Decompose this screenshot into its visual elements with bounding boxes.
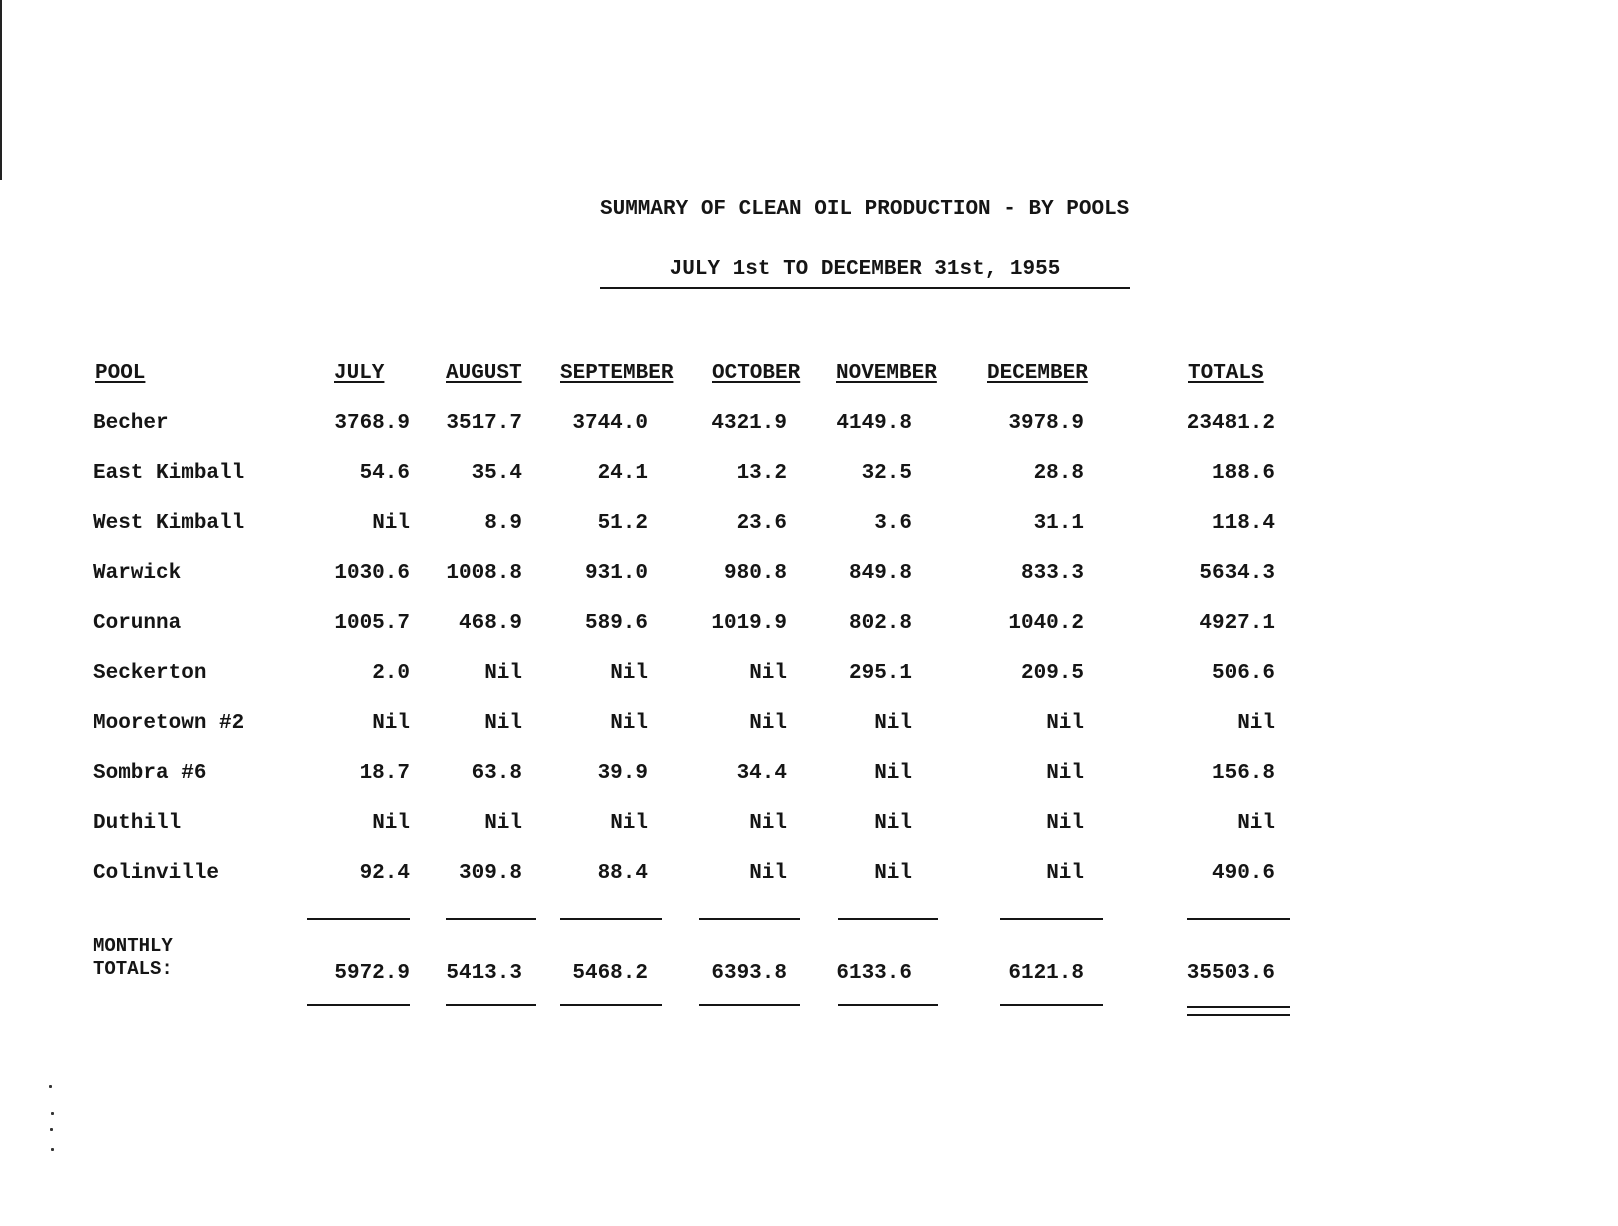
- margin-mark: [51, 1112, 54, 1115]
- pool-name: Duthill: [93, 812, 182, 835]
- table-cell: 39.9: [597, 762, 648, 785]
- table-cell: Nil: [1046, 812, 1084, 835]
- table-cell: Nil: [1237, 712, 1275, 735]
- table-cell: 589.6: [584, 612, 648, 635]
- monthly-total-cell: 5468.2: [572, 962, 648, 985]
- table-cell: 490.6: [1211, 862, 1275, 885]
- page-edge-line: [0, 0, 2, 180]
- table-cell: 5634.3: [1199, 562, 1275, 585]
- total-rule: [560, 1004, 662, 1006]
- table-cell: Nil: [749, 662, 787, 685]
- table-cell: 1005.7: [334, 612, 410, 635]
- table-cell: 849.8: [848, 562, 912, 585]
- table-cell: 8.9: [484, 512, 522, 535]
- table-cell: 1008.8: [446, 562, 522, 585]
- table-cell: 18.7: [359, 762, 410, 785]
- table-cell: 23.6: [736, 512, 787, 535]
- column-header-totals: TOTALS: [1188, 362, 1264, 385]
- column-header-july: JULY: [334, 362, 385, 385]
- subtotal-rule: [838, 918, 938, 920]
- subtotal-rule: [446, 918, 536, 920]
- margin-mark: [51, 1148, 54, 1151]
- table-cell: 3744.0: [572, 412, 648, 435]
- table-cell: 3.6: [874, 512, 912, 535]
- table-cell: 4927.1: [1199, 612, 1275, 635]
- column-header-august: AUGUST: [446, 362, 522, 385]
- table-cell: 31.1: [1033, 512, 1084, 535]
- table-cell: 92.4: [359, 862, 410, 885]
- table-cell: 188.6: [1211, 462, 1275, 485]
- table-cell: 32.5: [861, 462, 912, 485]
- table-cell: Nil: [749, 812, 787, 835]
- table-cell: 1040.2: [1008, 612, 1084, 635]
- table-cell: 3768.9: [334, 412, 410, 435]
- pool-name: Warwick: [93, 562, 182, 585]
- table-cell: Nil: [372, 712, 410, 735]
- subtitle-underline: [600, 287, 1130, 289]
- table-cell: 931.0: [584, 562, 648, 585]
- monthly-total-cell: 6133.6: [836, 962, 912, 985]
- table-cell: 3517.7: [446, 412, 522, 435]
- subtotal-rule: [307, 918, 410, 920]
- monthly-total-cell: 5413.3: [446, 962, 522, 985]
- table-cell: Nil: [610, 712, 648, 735]
- table-cell: 3978.9: [1008, 412, 1084, 435]
- table-cell: 802.8: [848, 612, 912, 635]
- subtotal-rule: [1187, 918, 1290, 920]
- monthly-total-cell: 5972.9: [334, 962, 410, 985]
- table-cell: 54.6: [359, 462, 410, 485]
- table-cell: Nil: [1046, 712, 1084, 735]
- monthly-total-cell: 6393.8: [711, 962, 787, 985]
- table-cell: 156.8: [1211, 762, 1275, 785]
- pool-name: Colinville: [93, 862, 220, 885]
- monthly-totals-label: MONTHLY: [93, 935, 173, 957]
- table-cell: Nil: [372, 512, 410, 535]
- table-cell: 118.4: [1211, 512, 1275, 535]
- column-header-september: SEPTEMBER: [560, 362, 674, 385]
- margin-mark: [49, 1085, 52, 1088]
- table-cell: 13.2: [736, 462, 787, 485]
- table-cell: 23481.2: [1186, 412, 1275, 435]
- table-cell: Nil: [484, 812, 522, 835]
- pool-name: Sombra #6: [93, 762, 207, 785]
- table-cell: Nil: [372, 812, 410, 835]
- table-cell: 980.8: [723, 562, 787, 585]
- table-cell: 51.2: [597, 512, 648, 535]
- table-cell: 295.1: [848, 662, 912, 685]
- table-cell: 28.8: [1033, 462, 1084, 485]
- table-cell: 4321.9: [711, 412, 787, 435]
- document-title: SUMMARY OF CLEAN OIL PRODUCTION - BY POOLS: [600, 198, 1130, 221]
- table-cell: Nil: [484, 712, 522, 735]
- pool-name: Seckerton: [93, 662, 207, 685]
- document-subtitle: JULY 1st TO DECEMBER 31st, 1955: [669, 258, 1061, 281]
- table-cell: Nil: [874, 862, 912, 885]
- table-cell: 35.4: [471, 462, 522, 485]
- table-cell: 1019.9: [711, 612, 787, 635]
- column-header-october: OCTOBER: [712, 362, 801, 385]
- subtotal-rule: [560, 918, 662, 920]
- subtotal-rule: [1000, 918, 1103, 920]
- table-cell: Nil: [1237, 812, 1275, 835]
- total-rule: [307, 1004, 410, 1006]
- table-cell: Nil: [610, 812, 648, 835]
- table-cell: Nil: [610, 662, 648, 685]
- total-rule: [699, 1004, 800, 1006]
- subtotal-rule: [699, 918, 800, 920]
- table-cell: 468.9: [458, 612, 522, 635]
- table-cell: 309.8: [458, 862, 522, 885]
- table-cell: 4149.8: [836, 412, 912, 435]
- column-header-december: DECEMBER: [987, 362, 1088, 385]
- table-cell: Nil: [749, 862, 787, 885]
- monthly-totals-label-2: TOTALS:: [93, 958, 173, 980]
- monthly-total-cell: 35503.6: [1186, 962, 1275, 985]
- pool-name: East Kimball: [93, 462, 245, 485]
- table-cell: Nil: [874, 712, 912, 735]
- table-cell: 63.8: [471, 762, 522, 785]
- pool-name: Mooretown #2: [93, 712, 245, 735]
- table-cell: Nil: [484, 662, 522, 685]
- table-cell: 1030.6: [334, 562, 410, 585]
- column-header-november: NOVEMBER: [836, 362, 937, 385]
- table-cell: 833.3: [1020, 562, 1084, 585]
- table-cell: 88.4: [597, 862, 648, 885]
- table-cell: 2.0: [372, 662, 410, 685]
- total-rule: [1187, 1006, 1290, 1008]
- total-rule: [1000, 1004, 1103, 1006]
- table-cell: Nil: [1046, 762, 1084, 785]
- table-cell: Nil: [874, 762, 912, 785]
- table-cell: Nil: [749, 712, 787, 735]
- pool-name: West Kimball: [93, 512, 245, 535]
- monthly-total-cell: 6121.8: [1008, 962, 1084, 985]
- pool-name: Corunna: [93, 612, 182, 635]
- column-header-pool: POOL: [95, 362, 146, 385]
- table-cell: 34.4: [736, 762, 787, 785]
- grand-total-double-rule: [1187, 1014, 1290, 1016]
- table-cell: 506.6: [1211, 662, 1275, 685]
- total-rule: [446, 1004, 536, 1006]
- margin-mark: [50, 1128, 53, 1131]
- pool-name: Becher: [93, 412, 169, 435]
- table-cell: Nil: [874, 812, 912, 835]
- table-cell: 209.5: [1020, 662, 1084, 685]
- table-cell: 24.1: [597, 462, 648, 485]
- table-cell: Nil: [1046, 862, 1084, 885]
- total-rule: [838, 1004, 938, 1006]
